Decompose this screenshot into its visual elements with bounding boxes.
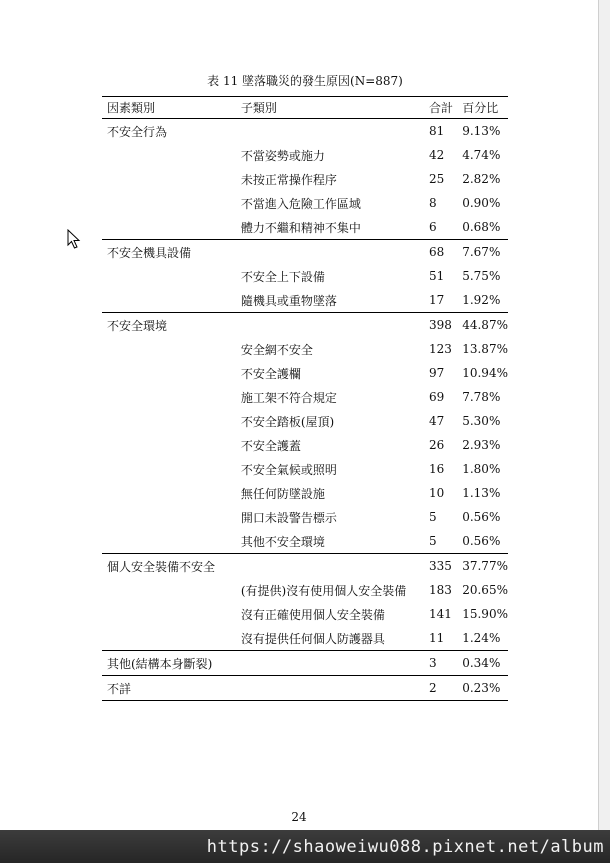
category-name bbox=[102, 457, 241, 481]
subcategory-name: 安全網不安全 bbox=[240, 342, 313, 357]
subcategory-percent: 1.13% bbox=[462, 486, 501, 500]
subcategory-count: 97 bbox=[428, 366, 445, 380]
subcategory-name: 其他不安全環境 bbox=[240, 534, 325, 549]
category-row bbox=[102, 651, 508, 676]
subcategory-name: 不安全護欄 bbox=[240, 366, 301, 381]
category-name bbox=[102, 264, 241, 288]
subcategory-count: 123 bbox=[428, 342, 452, 356]
category-count: 3 bbox=[429, 651, 462, 676]
subcategory-name: 不安全踏板(屋頂) bbox=[240, 414, 335, 429]
subcategory-name: 未按正常操作程序 bbox=[240, 172, 337, 187]
subcategory-name: 隨機具或重物墜落 bbox=[240, 293, 337, 308]
subcategory-count: 42 bbox=[428, 148, 445, 162]
header-total: 合計 bbox=[429, 97, 462, 119]
category-name bbox=[102, 505, 241, 529]
subcategory-count: 5 bbox=[428, 510, 437, 524]
subcategory-count: 5 bbox=[428, 534, 437, 548]
subcategory-count: 11 bbox=[428, 631, 445, 645]
category-row bbox=[102, 240, 508, 265]
subcategory-name: 不安全氣候或照明 bbox=[240, 462, 337, 477]
subcategory-percent: 1.24% bbox=[462, 631, 501, 645]
subcategory-row bbox=[102, 361, 508, 385]
subcategory-name: 無任何防墜設施 bbox=[240, 486, 325, 501]
watermark-url: https://shaoweiwu088.pixnet.net/album bbox=[206, 837, 604, 857]
category-percent: 0.34% bbox=[462, 651, 508, 676]
subcategory-percent: 15.90% bbox=[462, 607, 508, 621]
subcategory-row bbox=[102, 288, 508, 313]
subcategory-row bbox=[102, 191, 508, 215]
category-name bbox=[102, 433, 241, 457]
category-name: 不安全環境 bbox=[102, 313, 241, 338]
category-name: 個人安全裝備不安全 bbox=[102, 554, 241, 579]
subcategory-count: 16 bbox=[428, 462, 445, 476]
subcategory-name bbox=[241, 651, 429, 676]
subcategory-count: 25 bbox=[428, 172, 445, 186]
category-name bbox=[102, 481, 241, 505]
subcategory-percent: 0.56% bbox=[462, 510, 501, 524]
watermark-bar bbox=[0, 830, 610, 863]
category-name bbox=[102, 409, 241, 433]
subcategory-row bbox=[102, 457, 508, 481]
subcategory-name: 不安全護蓋 bbox=[240, 438, 301, 453]
subcategory-count: 51 bbox=[428, 269, 445, 283]
subcategory-count: 17 bbox=[428, 293, 445, 307]
subcategory-name: 開口未設警告標示 bbox=[240, 510, 337, 525]
subcategory-name: 施工架不符合規定 bbox=[240, 390, 337, 405]
subcategory-row bbox=[102, 602, 508, 626]
subcategory-name: 沒有提供任何個人防護器具 bbox=[240, 631, 385, 646]
category-count: 398 bbox=[429, 313, 462, 338]
subcategory-row bbox=[102, 167, 508, 191]
category-count: 2 bbox=[429, 676, 462, 701]
subcategory-name bbox=[241, 554, 429, 579]
subcategory-row bbox=[102, 578, 508, 602]
category-percent: 37.77% bbox=[462, 554, 508, 579]
subcategory-name bbox=[241, 313, 429, 338]
category-count: 81 bbox=[429, 119, 462, 144]
data-table bbox=[102, 96, 508, 701]
category-name bbox=[102, 626, 241, 651]
subcategory-percent: 4.74% bbox=[462, 148, 501, 162]
subcategory-name: 沒有正確使用個人安全裝備 bbox=[240, 607, 385, 622]
category-row bbox=[102, 554, 508, 579]
category-name: 其他(結構本身斷裂) bbox=[102, 651, 241, 676]
subcategory-percent: 2.82% bbox=[462, 172, 501, 186]
subcategory-row bbox=[102, 409, 508, 433]
subcategory-count: 141 bbox=[428, 607, 452, 621]
subcategory-name: (有提供)沒有使用個人安全裝備 bbox=[240, 583, 407, 598]
page-number: 24 bbox=[291, 810, 307, 824]
subcategory-row bbox=[102, 337, 508, 361]
category-name bbox=[102, 361, 241, 385]
category-name bbox=[102, 602, 241, 626]
subcategory-count: 183 bbox=[428, 583, 452, 597]
category-percent: 44.87% bbox=[462, 313, 508, 338]
subcategory-row bbox=[102, 264, 508, 288]
subcategory-count: 10 bbox=[428, 486, 445, 500]
subcategory-row bbox=[102, 215, 508, 240]
subcategory-count: 26 bbox=[428, 438, 445, 452]
subcategory-name: 不當姿勢或施力 bbox=[240, 148, 325, 163]
subcategory-row bbox=[102, 626, 508, 651]
subcategory-count: 6 bbox=[428, 220, 437, 234]
subcategory-row bbox=[102, 385, 508, 409]
category-name: 不詳 bbox=[102, 676, 241, 701]
header-percent: 百分比 bbox=[462, 97, 508, 119]
table-body bbox=[102, 119, 508, 701]
subcategory-name bbox=[241, 676, 429, 701]
subcategory-percent: 10.94% bbox=[462, 366, 508, 380]
category-name bbox=[102, 385, 241, 409]
subcategory-name bbox=[241, 119, 429, 144]
category-count: 335 bbox=[429, 554, 462, 579]
subcategory-count: 69 bbox=[428, 390, 445, 404]
subcategory-percent: 7.78% bbox=[462, 390, 501, 404]
subcategory-percent: 5.75% bbox=[462, 269, 501, 283]
subcategory-percent: 1.92% bbox=[462, 293, 501, 307]
category-row bbox=[102, 313, 508, 338]
category-name bbox=[102, 529, 241, 554]
category-row bbox=[102, 119, 508, 144]
subcategory-name: 不當進入危險工作區域 bbox=[240, 196, 361, 211]
subcategory-row bbox=[102, 481, 508, 505]
subcategory-percent: 0.68% bbox=[462, 220, 501, 234]
category-name bbox=[102, 215, 241, 240]
mouse-cursor-icon bbox=[67, 229, 81, 249]
table-caption: 表 11 墜落職災的發生原因(N=887) bbox=[207, 74, 403, 88]
category-count: 68 bbox=[429, 240, 462, 265]
subcategory-row bbox=[102, 433, 508, 457]
subcategory-percent: 5.30% bbox=[462, 414, 501, 428]
subcategory-name: 不安全上下設備 bbox=[240, 269, 325, 284]
category-row bbox=[102, 676, 508, 701]
category-percent: 7.67% bbox=[462, 240, 508, 265]
subcategory-name bbox=[241, 240, 429, 265]
header-subcategory: 子類別 bbox=[241, 97, 429, 119]
category-percent: 9.13% bbox=[462, 119, 508, 144]
category-name bbox=[102, 337, 241, 361]
subcategory-row bbox=[102, 505, 508, 529]
category-name bbox=[102, 288, 241, 313]
subcategory-percent: 1.80% bbox=[462, 462, 501, 476]
category-name bbox=[102, 167, 241, 191]
header-category: 因素類別 bbox=[102, 97, 241, 119]
category-name: 不安全機具設備 bbox=[102, 240, 241, 265]
category-name bbox=[102, 191, 241, 215]
subcategory-count: 47 bbox=[428, 414, 445, 428]
category-name: 不安全行為 bbox=[102, 119, 241, 144]
subcategory-percent: 2.93% bbox=[462, 438, 501, 452]
subcategory-percent: 0.56% bbox=[462, 534, 501, 548]
subcategory-name: 體力不繼和精神不集中 bbox=[240, 220, 361, 235]
subcategory-row bbox=[102, 143, 508, 167]
category-percent: 0.23% bbox=[462, 676, 508, 701]
subcategory-percent: 13.87% bbox=[462, 342, 508, 356]
table-header-row bbox=[102, 97, 508, 119]
subcategory-row bbox=[102, 529, 508, 554]
subcategory-percent: 20.65% bbox=[462, 583, 508, 597]
category-name bbox=[102, 143, 241, 167]
scrollbar[interactable] bbox=[599, 0, 610, 830]
category-name bbox=[102, 578, 241, 602]
subcategory-count: 8 bbox=[428, 196, 437, 210]
subcategory-percent: 0.90% bbox=[462, 196, 501, 210]
